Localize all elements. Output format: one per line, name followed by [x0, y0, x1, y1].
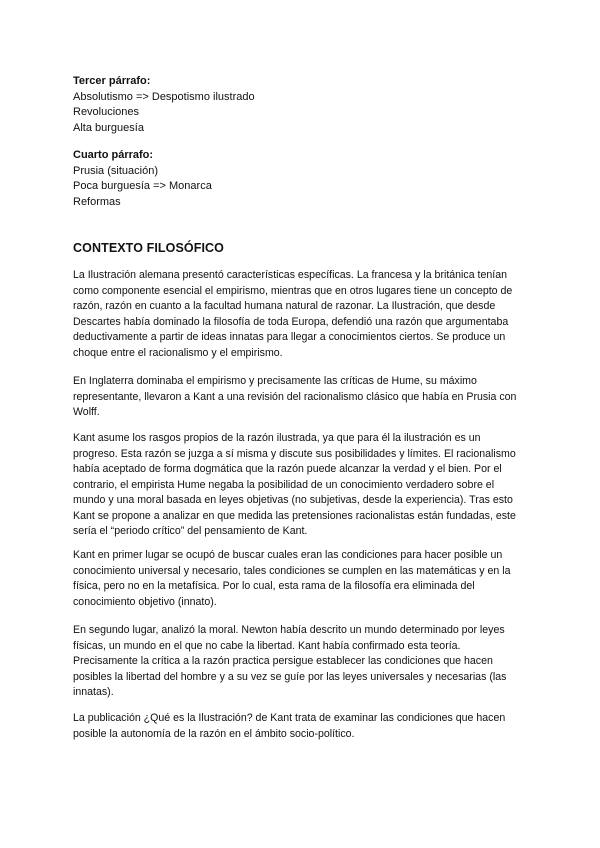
body-paragraph: La Ilustración alemana presentó características específicas. La francesa y la británica tenían como componente esencial el empirismo, mientras que en otros lugares tiene un concepto de razón, razón en cuanto a la facultad humana natural de razonar. La Ilustración, que desde Descartes había dominado la filosofía de toda Europa, defendió una razón que argumentaba deductivamente a partir de ideas innatas para llegar a conocimientos ciertos. Se produce un choque entre el racionalismo y el empirismo. — [73, 269, 513, 359]
body-paragraph: Kant asume los rasgos propios de la razón ilustrada, ya que para él la ilustración es un progreso. Esta razón se juzga a sí misma y discute sus posibilidades y límites. El racionalismo había aceptado de forma dogmática que la razón puede alcanzar la verdad y el bien. Por el contrario, el empirista Hume negaba la posibilidad de un conocimiento verdadero sobre el mundo y una moral basada en leyes objetivas (no subjetivas, desde la experiencia). Tras esto Kant se propone a analizar en que medida las pretensiones racionalistas están fundadas, este sería el “periodo crítico” del pensamiento de Kant. — [73, 432, 516, 537]
body-paragraph: En Inglaterra dominaba el empirismo y precisamente las críticas de Hume, su máximo representante, llevaron a Kant a una revisión del racionalismo clásico que había en Prusia con Wolff. — [73, 375, 517, 418]
notes-line: Alta burguesía — [73, 121, 144, 134]
notes-heading: Tercer párrafo: — [73, 75, 151, 87]
notes-line: Reformas — [73, 195, 121, 208]
notes-line: Prusia (situación) — [73, 164, 158, 177]
notes-fourth-paragraph — [73, 148, 212, 210]
notes-line: Absolutismo => Despotismo ilustrado — [73, 90, 255, 103]
body-paragraph: Kant en primer lugar se ocupó de buscar cuales eran las condiciones para hacer posible un conocimiento universal y necesario, tales condiciones se cumplen en las matemáticas y en la física, pero no en la metafísica. Por lo cual, esta rama de la filosofía era eliminada del conocimiento objetivo (innato). — [73, 549, 511, 608]
notes-line: Revoluciones — [73, 106, 140, 118]
section-title: CONTEXTO FILOSÓFICO — [73, 241, 224, 255]
body-paragraph: En segundo lugar, analizó la moral. Newton había descrito un mundo determinado por leyes físicas, un mundo en el que no cabe la libertad. Kant había confirmado esta teoría. Precisamente la crítica a la razón practica persigue establecer las condiciones que hacen posibles la libertad del hombre y a su vez se guíe por las leyes universales y necesarias (las innatas). — [73, 624, 507, 698]
body-paragraph: La publicación ¿Qué es la Ilustración? de Kant trata de examinar las condiciones que hacen posible la autonomía de la razón en el ámbito socio-político. — [73, 712, 506, 740]
notes-third-paragraph — [73, 74, 255, 136]
notes-heading: Cuarto párrafo: — [73, 149, 154, 161]
notes-line: Poca burguesía => Monarca — [73, 180, 212, 192]
